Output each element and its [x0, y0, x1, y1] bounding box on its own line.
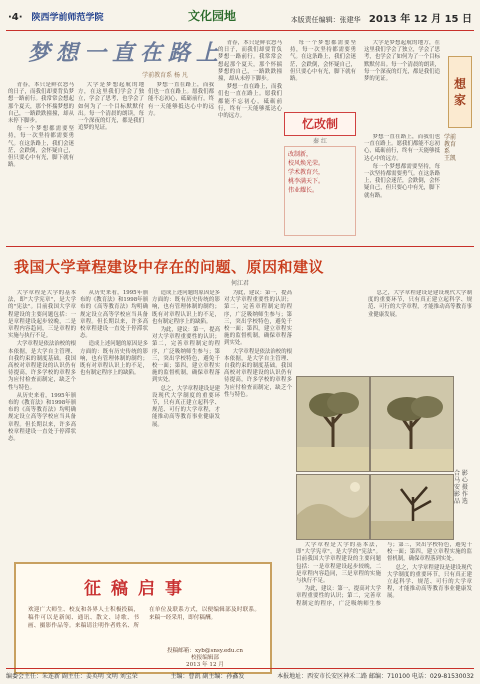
- article-paragraph: 从历史来看，1995年颁布的《教育法》和1998年颁布的《高等教育法》均明确规定设立高等学校应当具备章程。但长期以来，许多高校章程建设一直处于停滞状态。: [80, 290, 148, 340]
- poem-line: 改制新，: [288, 151, 313, 158]
- article-paragraph: 为此，建议：第一，提高对大学章程重要性的认识；第二，完善章程制定的程序，广泛吸纳师生参与；第三，突出学校特色，避免千校一面；第四，建立章程实施的监督机制，确保章程落到实处。: [152, 327, 220, 384]
- yi-title: 忆改制: [301, 117, 338, 131]
- article-paragraph: 大学章程是依法治校的根本依据，是大学自主管理、自我约束的制度基础。我国高校对章程建设的认识仍有待提高，许多学校的章程多为应付检查而制定，缺乏个性与特色。: [224, 348, 292, 398]
- page-footer: [6, 668, 474, 681]
- email-label: 投稿邮箱：: [166, 648, 195, 654]
- dream-paragraph: 青春，本只是鲜衣怒马的日子，而我们却要背负梦想一路前行。我常常会想起那个夏天，那个怀揣梦想的自己，一路跌跌撞撞，却从未停下脚步。: [8, 82, 74, 125]
- article-paragraph: 造成上述问题的原因是多方面的：既有历史传统的影响，也有管理体制的制约；既有对章程认识上的不足，也有制定程序上的缺陷。: [80, 341, 148, 377]
- article-column-2: [80, 290, 148, 556]
- call-for-papers-body: [28, 606, 260, 630]
- poem-line: 校风焕光荣。: [288, 160, 325, 167]
- xiang-text-top: [364, 40, 440, 130]
- article-paragraph: 大学章程是依法治校的根本依据，是大学自主管理、自我约束的制度基础。我国高校对章程建设的认识仍有待提高，许多学校的章程多为应付检查而制定，缺乏个性与特色。: [8, 341, 76, 391]
- article-column-4: [224, 290, 292, 556]
- article-paragraph: 总之，大学章程建设是建设现代大学制度的重要环节，只有真正建立起科学、规范、可行的大学章程，才能推动高等教育事业健康发展。: [387, 564, 472, 600]
- dream-column-2: [78, 82, 144, 242]
- dream-byline: 学前教育系 杨 凡: [142, 72, 188, 79]
- yi-author: 秦 红: [313, 138, 327, 145]
- page-header: [8, 6, 472, 28]
- xiang-author: 学前教育系 王凯: [444, 134, 457, 162]
- article-author: 何江君: [230, 280, 249, 287]
- call-for-papers-signature: [150, 648, 260, 669]
- dream-paragraph: 青春，本只是鲜衣怒马的日子，而我们却要背负梦想一路前行。我常常会想起那个夏天，那个怀揣梦想的自己，一路跌跌撞撞，却从未停下脚步。: [218, 40, 282, 83]
- issue-date: 2013 年 12 月 15 日: [368, 14, 472, 25]
- poem-line: 伟业耀长。: [288, 187, 319, 194]
- article-paragraph: 造成上述问题的原因是多方面的：既有历史传统的影响，也有管理体制的制约；既有对章程认识上的不足，也有制定程序上的缺陷。: [152, 290, 220, 325]
- dead-tree-photo: [370, 474, 454, 540]
- section-rule: [6, 246, 474, 247]
- article-paragraph: 总之，大学章程建设是建设现代大学制度的重要环节，只有真正建立起科学、规范、可行的大学章程，才能推动高等教育事业健康发展。: [368, 290, 472, 318]
- sand-dune-photo: [296, 474, 370, 540]
- section-title: 文化园地: [188, 9, 237, 23]
- dream-paragraph: 大学是梦想起航的地方，在这里我们学会了独立，学会了思考，也学会了如何为了一个目标默默付出。每一个清晨的朗读，每一个深夜的灯光，都是我们追梦的见证。: [364, 40, 440, 83]
- header-left: [8, 10, 103, 23]
- dream-title: 梦想一直在路上: [28, 40, 225, 66]
- footer-contact: 本报地址：西安市长安区神禾二路 邮编：710100 电话：029-81530032: [277, 672, 474, 680]
- yi-intro-text: [290, 40, 356, 108]
- article-paragraph: 为此，建议：第一，提高对大学章程重要性的认识；第二，完善章程制定的程序，广泛吸纳师生参与；第三，突出学校特色，避免千校一面；第四，建立章程实施的监督机制，确保章程落到实处。: [296, 542, 472, 607]
- signature-dept: 校报编辑部: [191, 655, 219, 661]
- dream-paragraph: 大学是梦想起航的地方，在这里我们学会了独立，学会了思考，也学会了如何为了一个目标默默付出。每一个清晨的朗读，每一个深夜的灯光，都是我们追梦的见证。: [78, 82, 144, 132]
- xiang-title-char: 想: [453, 77, 466, 91]
- call-for-papers-text: 欢迎广大师生、校友和各界人士积极投稿，稿件可以是新闻、通讯、散文、诗歌、书画、摄影作品等。来稿请注明作者姓名、所在单位及联系方式，以便编辑部及时联系。来稿一经采用，即付稿酬。: [28, 607, 260, 629]
- photo-caption: 合 影 马 心 安 摄 影 作 品 选: [454, 470, 468, 505]
- header-right: [291, 10, 472, 25]
- editor-line: 本版责任编辑：张建华: [290, 16, 361, 24]
- yi-poem: [284, 146, 356, 236]
- dream-paragraph: 梦想一直在路上，而我们也一直在路上。愿我们都能不忘初心，砥砺前行，终有一天能够抵达心中的远方。: [148, 82, 214, 117]
- xiang-title-char: 家: [453, 93, 466, 107]
- dream-column-1: [8, 82, 74, 242]
- footer-editorial: 编委会主任：朱连新 副主任：姜英明 文明 刘宝荣: [6, 672, 138, 680]
- xiang-text-bottom: [364, 134, 440, 238]
- tree-photo-right: [370, 376, 454, 472]
- email-line: [150, 648, 260, 655]
- poem-line: 桃李满天下。: [288, 178, 325, 185]
- page-number: ·4·: [8, 12, 23, 23]
- publication-name: 陕西学前师范学院: [31, 13, 104, 23]
- dream-paragraph: 每一个梦想都需要坚持，每一次坚持都需要勇气。在这条路上，我们会迷茫，会跌倒，会怀疑自己，但只要心中有光，脚下就有路。: [8, 126, 74, 169]
- article-column-1: [8, 290, 76, 556]
- desert-tree-photo: [296, 376, 370, 472]
- poem-line: 学术教育兴，: [288, 169, 325, 176]
- dream-paragraph: 每一个梦想都需要坚持，每一次坚持都需要勇气。在这条路上，我们会迷茫，会跌倒，会怀疑自己，但只要心中有光，脚下就有路。: [364, 163, 440, 199]
- article-paragraph: 总之，大学章程建设是建设现代大学制度的重要环节，只有真正建立起科学、规范、可行的大学章程，才能推动高等教育事业健康发展。: [152, 385, 220, 428]
- signature-date: 2013 年 12 月: [186, 662, 224, 668]
- email-link[interactable]: xyb@snsy.edu.cn: [194, 648, 244, 654]
- dream-paragraph: 梦想一直在路上，而我们也一直在路上。愿我们都能不忘初心，砥砺前行，终有一天能够抵达心中的远方。: [364, 134, 440, 162]
- article-column-5: [368, 290, 472, 370]
- article-paragraph: 大学章程是大学的基本法，即"大学宪章"，是大学的"宪法"。目前我国大学章程建设的主要问题包括：一是章程建设起步较晚，二是章程内容趋同，三是章程的实施与执行不足。: [8, 290, 76, 340]
- footer-editors: 主编：曹凯 副主编：孙鑫发: [170, 672, 245, 680]
- call-for-papers-title: 征稿启事: [84, 579, 192, 599]
- dream-paragraph: 梦想一直在路上，而我们也一直在路上。愿我们都能不忘初心，砥砺前行，终有一天能够抵达心中的远方。: [218, 84, 282, 120]
- xiang-title-box: [448, 56, 472, 128]
- article-column-6: [296, 542, 472, 660]
- header-rule: [6, 30, 474, 31]
- article-title: 我国大学章程建设中存在的问题、原因和建议: [14, 258, 325, 276]
- dream-column-4: [218, 40, 282, 240]
- article-paragraph: 从历史来看，1995年颁布的《教育法》和1998年颁布的《高等教育法》均明确规定设立高等学校应当具备章程。但长期以来，许多高校章程建设一直处于停滞状态。: [8, 392, 76, 443]
- article-paragraph: 大学章程是大学的基本法，即"大学宪章"，是大学的"宪法"。目前我国大学章程建设的主要问题包括：一是章程建设起步较晚，二是章程内容趋同，三是章程的实施与执行不足。: [296, 542, 381, 585]
- yi-title-box: [284, 112, 356, 136]
- dream-column-3: [148, 82, 214, 242]
- article-paragraph: 为此，建议：第一，提高对大学章程重要性的认识；第二，完善章程制定的程序，广泛吸纳师生参与；第三，突出学校特色，避免千校一面；第四，建立章程实施的监督机制，确保章程落到实处。: [224, 290, 292, 347]
- dream-paragraph: 每一个梦想都需要坚持，每一次坚持都需要勇气。在这条路上，我们会迷茫，会跌倒，会怀疑自己，但只要心中有光，脚下就有路。: [290, 40, 356, 83]
